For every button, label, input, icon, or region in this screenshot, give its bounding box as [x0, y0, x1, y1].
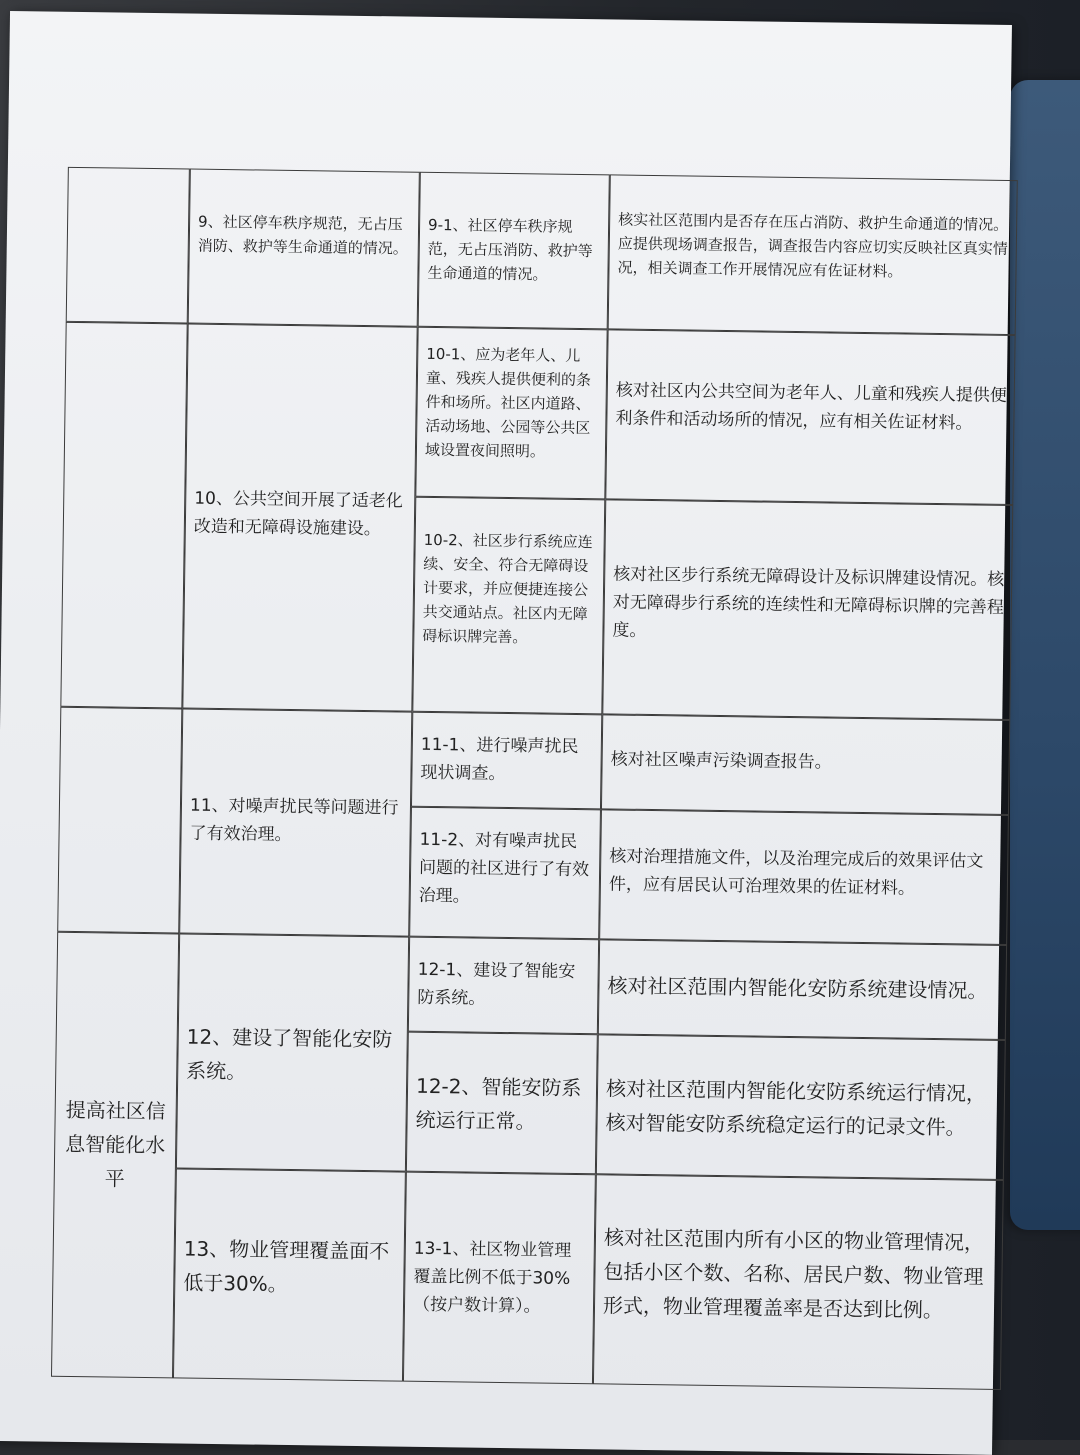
- category-cell-empty: [60, 322, 187, 709]
- method-text-10-1: 核对社区内公共空间为老年人、儿童和残疾人提供便利条件和活动场所的情况，应有相关佐证材料。: [615, 380, 1007, 434]
- method-cell-10-2: [602, 499, 1013, 720]
- item-text-10: 10、公共空间开展了适老化改造和无障碍设施建设。: [193, 488, 404, 540]
- requirement-cell-10-2: [412, 497, 605, 715]
- method-text-12-2: 核对社区范围内智能化安防系统运行情况，核对智能安防系统稳定运行的记录文件。: [605, 1076, 987, 1140]
- category-cell: [51, 932, 179, 1379]
- method-text-11-1: 核对社区噪声污染调查报告。: [610, 749, 832, 773]
- method-text-9-1: 核实社区范围内是否存在压占消防、救护生命通道的情况。应提供现场调查报告，调查报告内容应切实反映社区真实情况，相关调查工作开展情况应有佐证材料。: [617, 210, 1009, 281]
- item-cell-9: [188, 169, 420, 327]
- category-cell-empty: [57, 707, 182, 934]
- requirement-cell-12-2: [406, 1032, 598, 1175]
- requirement-text-12-1: 12-1、建设了智能安防系统。: [417, 959, 576, 1009]
- method-text-10-2: 核对社区步行系统无障碍设计及标识牌建设情况。核对无障碍步行系统的连续性和无障碍标识牌的完善程度。: [612, 564, 1005, 641]
- requirement-cell-11-1: [411, 712, 602, 810]
- blue-folder: [1010, 80, 1080, 1230]
- requirement-cell-9-1: [418, 172, 610, 330]
- requirement-text-9-1: 9-1、社区停车秩序规范，无占压消防、救护等生命通道的情况。: [427, 215, 593, 284]
- requirement-cell-13-1: [403, 1172, 596, 1385]
- method-cell-11-1: [601, 714, 1010, 815]
- requirement-cell-12-1: [408, 937, 599, 1035]
- requirement-text-10-1: 10-1、应为老年人、儿童、残疾人提供便利的条件和场所。社区内道路、活动场地、公园等公共区域设置夜间照明。: [424, 344, 592, 461]
- category-text: 提高社区信息智能化水平: [65, 1097, 166, 1191]
- requirement-cell-10-1: [415, 327, 607, 500]
- item-text-9: 9、社区停车秩序规范，无占压消防、救护等生命通道的情况。: [197, 212, 408, 258]
- requirement-text-13-1: 13-1、社区物业管理覆盖比例不低于30%（按户数计算）。: [412, 1238, 572, 1317]
- requirement-text-11-1: 11-1、进行噪声扰民现状调查。: [420, 734, 579, 784]
- category-cell-empty: [66, 167, 190, 324]
- paper-sheet: [0, 11, 1012, 1455]
- item-cell-11: [179, 708, 412, 936]
- item-cell-12: [176, 933, 409, 1171]
- item-cell-10: [182, 324, 417, 712]
- method-cell-12-2: [596, 1034, 1006, 1180]
- requirement-cell-11-2: [409, 807, 601, 940]
- requirement-text-11-2: 11-2、对有噪声扰民问题的社区进行了有效治理。: [418, 829, 590, 907]
- method-text-13-1: 核对社区范围内所有小区的物业管理情况，包括小区个数、名称、居民户数、物业管理形式，物业管理覆盖率是否达到比例。: [602, 1225, 985, 1323]
- item-cell-13: [173, 1168, 406, 1381]
- method-text-12-1: 核对社区范围内智能化安防系统建设情况。: [607, 973, 988, 1003]
- item-text-11: 11、对噪声扰民等问题进行了有效治理。: [189, 795, 399, 846]
- item-text-13: 13、物业管理覆盖面不低于30%。: [183, 1236, 390, 1297]
- method-cell-10-1: [605, 329, 1015, 505]
- assessment-table: [51, 167, 1018, 1390]
- method-text-11-2: 核对治理措施文件，以及治理完成后的效果评估文件，应有居民认可治理效果的佐证材料。: [608, 846, 984, 899]
- method-cell-9-1: [608, 174, 1018, 335]
- item-text-12: 12、建设了智能化安防系统。: [186, 1024, 393, 1084]
- requirement-text-10-2: 10-2、社区步行系统应连续、安全、符合无障碍设计要求，并应便捷连接公共交通站点。社区内无障碍标识牌完善。: [422, 530, 593, 647]
- method-cell-12-1: [598, 939, 1007, 1040]
- method-cell-13-1: [593, 1174, 1004, 1390]
- method-cell-11-2: [599, 809, 1009, 945]
- requirement-text-12-2: 12-2、智能安防系统运行正常。: [415, 1073, 582, 1134]
